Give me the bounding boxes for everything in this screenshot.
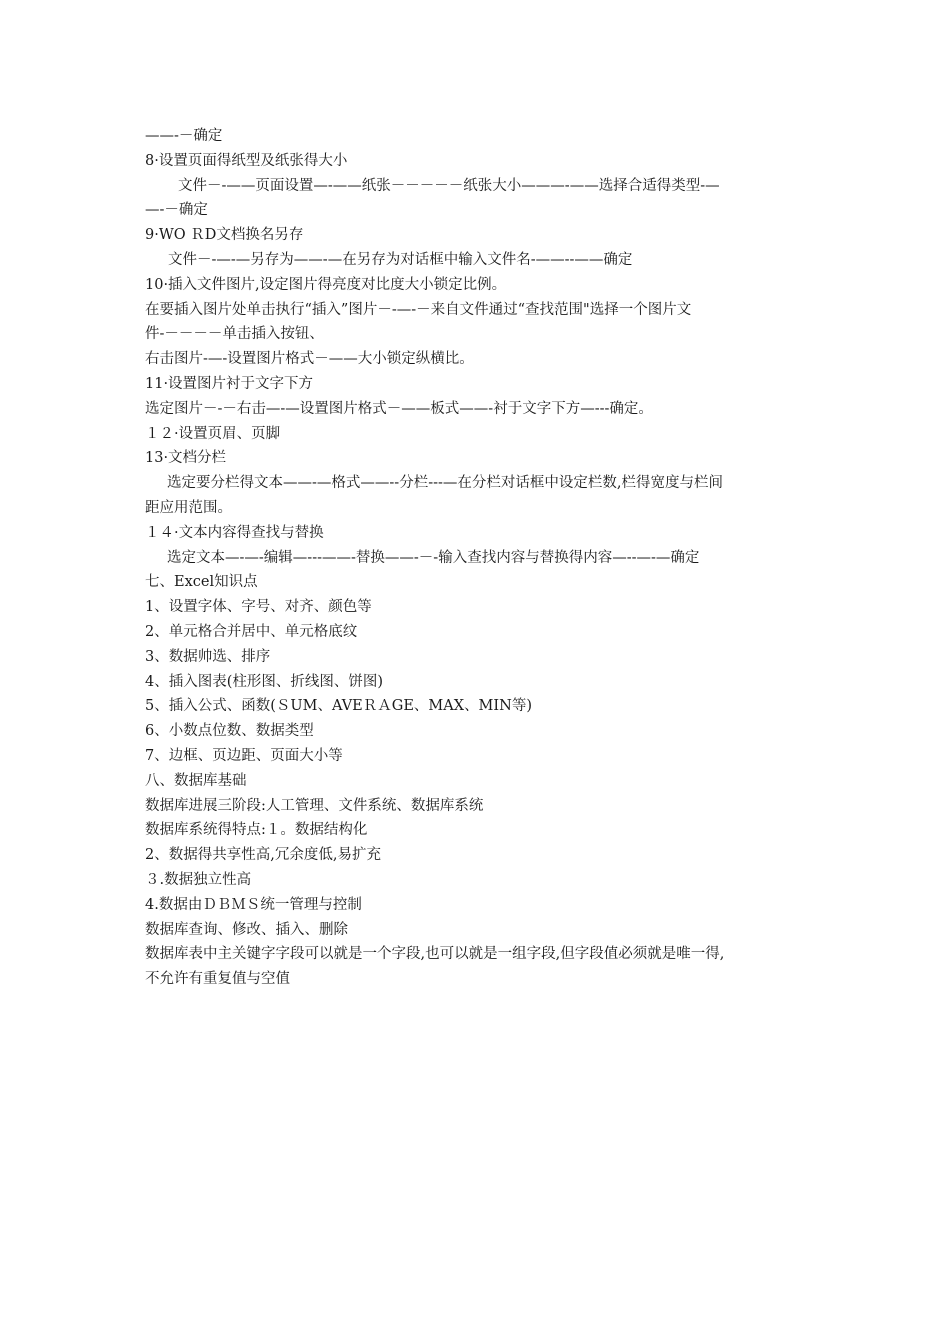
section-heading: 8·设置页面得纸型及纸张得大小: [145, 152, 348, 169]
document-body: [145, 124, 815, 992]
text-line: —-－确定: [145, 202, 208, 219]
text-line: 数据库进展三阶段:人工管理、文件系统、数据库系统: [145, 797, 484, 814]
text-line: 文件－-—-—另存为——-—在另存为对话框中输入文件名-——--——确定: [168, 251, 633, 268]
section-heading: １４·文本内容得查找与替换: [145, 524, 324, 541]
chapter-heading: 七、Excel知识点: [145, 574, 258, 591]
section-heading: 9·WO ＲD文档换名另存: [145, 227, 304, 244]
text-line: 数据库系统得特点:１。数据结构化: [145, 822, 368, 839]
list-item: 5、插入公式、函数(ＳUM、AVEＲＡGE、MAX、MIN等): [145, 698, 532, 715]
text-line: 在要插入图片处单击执行“插入”图片－-—-－来自文件通过“查找范围"选择一个图片文: [145, 301, 692, 318]
text-line: 选定图片－-－右击—-—设置图片格式－——板式——-衬于文字下方—---确定。: [145, 400, 653, 417]
section-heading: １２·设置页眉、页脚: [145, 425, 281, 442]
text-line: ——-－确定: [145, 128, 223, 144]
text-line: 选定文本—-—-编辑—---——-替换——-－-输入查找内容与替换得内容—--—-—确定: [167, 549, 700, 566]
list-item: 2、数据得共享性高,冗余度低,易扩充: [145, 847, 381, 864]
text-line: 数据库表中主关键字字段可以就是一个字段,也可以就是一组字段,但字段值必须就是唯一得,: [145, 946, 725, 963]
list-item: 6、小数点位数、数据类型: [145, 723, 314, 740]
text-line: 右击图片-—-设置图片格式－——大小锁定纵横比。: [145, 351, 474, 368]
section-heading: 13·文档分栏: [145, 450, 227, 467]
list-item: 2、单元格合并居中、单元格底纹: [145, 623, 358, 640]
text-line: 数据库查询、修改、插入、删除: [145, 921, 348, 938]
text-line: 距应用范围。: [145, 499, 232, 516]
list-item: 4、插入图表(柱形图、折线图、饼图): [145, 673, 384, 690]
text-line: 文件－-——页面设置—-——纸张－－－－－纸张大小———-——选择合适得类型-—: [178, 177, 720, 194]
section-heading: 10·插入文件图片,设定图片得亮度对比度大小锁定比例。: [145, 276, 507, 293]
text-line: 选定要分栏得文本——-—格式——--分栏---—在分栏对话框中设定栏数,栏得宽度与栏间: [167, 475, 724, 492]
list-item: 1、设置字体、字号、对齐、颜色等: [145, 599, 372, 616]
list-item: 3、数据帅选、排序: [145, 648, 271, 665]
text-line: 件-－－－－单击插入按钮、: [145, 326, 324, 343]
section-heading: 11·设置图片衬于文字下方: [145, 375, 314, 392]
list-item: 4.数据由ＤＢＭＳ统一管理与控制: [145, 896, 362, 913]
chapter-heading: 八、数据库基础: [145, 772, 247, 789]
list-item: ３.数据独立性高: [145, 871, 252, 888]
list-item: 7、边框、页边距、页面大小等: [145, 747, 343, 764]
text-line: 不允许有重复值与空值: [145, 971, 290, 988]
